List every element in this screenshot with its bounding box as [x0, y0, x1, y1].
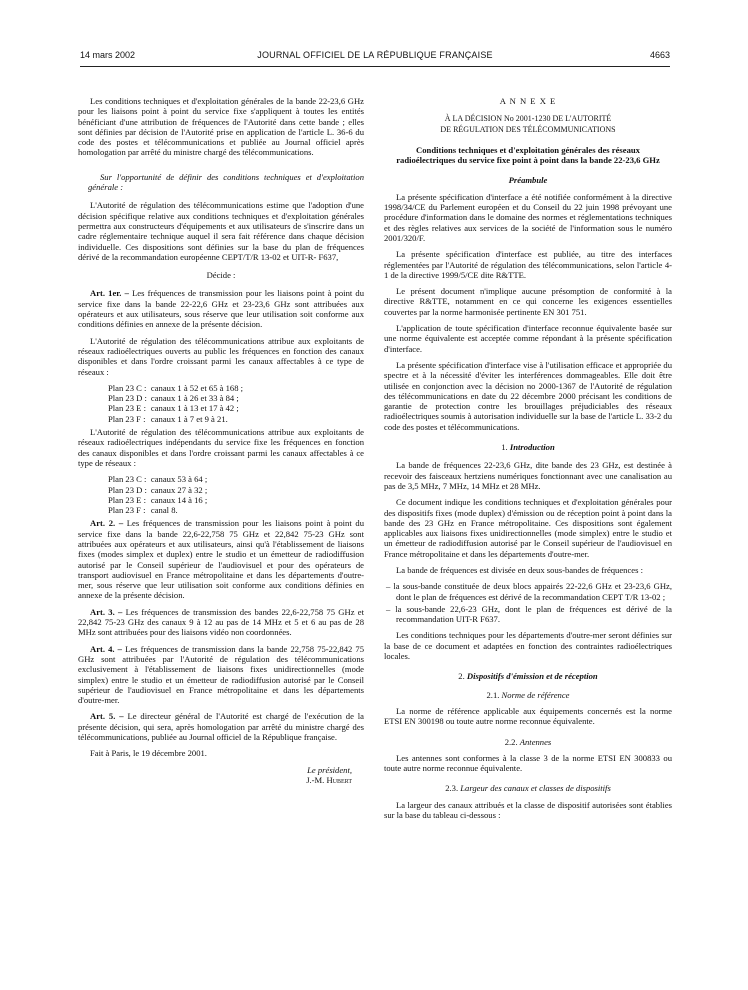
- section-2-2-title: Antennes: [519, 736, 552, 747]
- section-2-1-heading: [384, 690, 672, 700]
- signing-place-date: Fait à Paris, le 19 décembre 2001.: [90, 748, 207, 759]
- section-1-heading: [384, 442, 672, 452]
- article-3-label: Art. 3. –: [90, 606, 123, 617]
- plan-name: Plan 23 E :: [108, 494, 146, 505]
- plan-name: Plan 23 C :: [108, 382, 147, 393]
- signatory-name: J.-M. Hubert: [306, 774, 352, 785]
- article-5-label: Art. 5. –: [90, 711, 124, 722]
- article-4-text: Les fréquences de transmission dans la bande 22,758 75-22,842 75 GHz sont attribuées par l'Autorité de régulation des télécommunications exclusivement à l'établissement de liaisons fixes unidirectionnelles (mode simplex) entre le studio et un émetteur de radiodiffusion autorisé par le Conseil supérieur de l'audiovisuel en France métropolitaine et dans les départements d'outre-mer.: [78, 643, 364, 706]
- section-2-1-number: 2.1.: [486, 689, 500, 700]
- article-4-label: Art. 4. –: [90, 643, 122, 654]
- plan-name: Plan 23 D :: [108, 484, 147, 495]
- article-4: [78, 644, 364, 706]
- article-5: [78, 711, 364, 742]
- preambule-heading: Préambule: [508, 175, 548, 186]
- plan-name: Plan 23 F :: [108, 413, 146, 424]
- article-1-paragraph-3: L'Autorité de régulation des télécommunications attribue aux exploitants de réseaux radioélectriques indépendants du service fixe les fréquences en fonction des canaux disponibles et dans l'ordre croissant parmi les canaux affectables à ce type de réseaux :: [78, 427, 364, 468]
- subband-list: [384, 581, 672, 624]
- article-3-text: Les fréquences de transmission des bandes 22,6-22,758 75 GHz et 22,842 75-23 GHz des canaux 9 à 12 au pas de 14 MHz et 5 et 6 au pas de 28 MHz sont attribuées pour des liaisons vidéo non coordonnées.: [78, 606, 364, 638]
- preambule-paragraph-2: La présente spécification d'interface est publiée, au titre des interfaces réglementées par l'Autorité de régulation des télécommunications, selon l'article 4-1 de la directive 1999/5/CE dite R&TTE.: [384, 249, 672, 280]
- plan-row: [108, 393, 247, 403]
- decision-ref-line-2: DE RÉGULATION DES TÉLÉCOMMUNICATIONS: [440, 124, 616, 134]
- plan-channels: canaux 1 à 7 et 9 à 21.: [150, 413, 228, 424]
- section-2-3-heading: [384, 783, 672, 793]
- article-2-text: Les fréquences de transmission pour les liaisons point à point du service fixe dans la bande 22,6-22,758 75 GHz et 22,842 75-23 GHz sont attribuées aux opérateurs et aux utilisateurs, ainsi qu'à l'établissement de liaisons fixes (modes simplex et duplex) entre le studio et un émetteur de radiodiffusion autorisé par le Conseil supérieur de l'audiovisuel et pour des opérateurs de transport audiovisuel en France métropolitaine et dans les départements d'outre-mer, sous réserve que leur utilisation soit conforme aux conditions définies en annexe de la présente décision.: [78, 518, 364, 601]
- annexe-heading: A N N E X E: [499, 96, 557, 106]
- article-2-label: Art. 2. –: [90, 518, 124, 529]
- article-1: [78, 288, 364, 329]
- journal-title: JOURNAL OFFICIEL DE LA RÉPUBLIQUE FRANÇAISE: [257, 50, 493, 60]
- section-2-3-number: 2.3.: [445, 783, 459, 794]
- plan-channels: canal 8.: [150, 505, 178, 516]
- section-1-title: Introduction: [509, 442, 555, 453]
- page-number: 4663: [649, 50, 670, 60]
- plan-name: Plan 23 C :: [108, 474, 147, 485]
- section-2-1-text: La norme de référence applicable aux équipements concernés est la norme ETSI EN 300198 ou toute autre norme reconnue équivalente.: [384, 705, 672, 727]
- intro-paragraph: Les conditions techniques et d'exploitation générales de la bande 22-23,6 GHz pour les liaisons point à point du service fixe s'appliquent à toutes les entités bénéficiant d'une attribution de fréquences de l'Autorité dans cette bande ; elles sont définies par décision de l'Autorité prise en application de l'article L. 36-6 du code des postes et télécommunications et publiée au Journal officiel après homologation par arrêté du ministre chargé des télécommunications.: [78, 96, 364, 158]
- plan-row: [108, 495, 211, 505]
- section-1-number: 1.: [501, 442, 508, 453]
- plan-channels: canaux 14 à 16 ;: [150, 494, 208, 505]
- header-rule: [80, 66, 670, 67]
- plan-row: [108, 414, 247, 424]
- plan-table-public: [78, 383, 247, 424]
- section-2-title: Dispositifs d'émission et de réception: [466, 671, 598, 682]
- list-item: – la sous-bande 22,6-23 GHz, dont le plan de fréquences est dérivé de la recommandation UIT-R F637.: [386, 603, 672, 625]
- opportunite-heading: Sur l'opportunité de définir des conditions techniques et d'exploitation générale :: [88, 171, 364, 193]
- article-1-text: Les fréquences de transmission pour les liaisons point à point du service fixe dans la bande 22-22,6 GHz et 23-23,6 GHz sont attribuées aux opérateurs et aux utilisateurs, sous réserve que leur utilisation soit conforme aux conditions définies en annexe de la présente décision.: [78, 288, 364, 330]
- introduction-paragraph-1: La bande de fréquences 22-23,6 GHz, dite bande des 23 GHz, est destinée à recevoir des faisceaux hertziens numériques fonctionnant avec une canalisation au pas de 3,5 MHz, 7 MHz, 14 MHz et 28 MHz.: [384, 460, 672, 491]
- plan-row: [108, 505, 211, 515]
- issue-date: 14 mars 2002: [80, 50, 136, 60]
- introduction-paragraph-2: Ce document indique les conditions techniques et d'exploitation générales pour des dispositifs fixes (mode duplex) d'émission ou de réception point à point dans la bande des 23 GHz en France métropolitaine. Ces dispositions sont également applicables aux liaisons fixes unidirectionnelles (mode simplex) entre le studio et un émetteur de radiodiffusion autorisé par le Conseil supérieur de l'audiovisuel en France métropolitaine et dans les départements d'outre-mer.: [384, 497, 672, 559]
- plan-table-independent: [78, 474, 211, 515]
- preambule-paragraph-1: La présente spécification d'interface a été notifiée conformément à la directive 1998/34/CE du Parlement européen et du Conseil du 22 juin 1998 prévoyant une procédure d'information dans le domaine des normes et réglementations techniques et des règles relatives aux services de la société de l'information sous le numéro 2001/320/F.: [384, 191, 672, 243]
- left-column: [78, 96, 364, 785]
- section-2-number: 2.: [458, 671, 465, 682]
- signatory-title: Le président,: [307, 764, 352, 775]
- plan-row: [108, 474, 211, 484]
- decide-heading: Décide :: [206, 270, 236, 281]
- plan-channels: canaux 1 à 52 et 65 à 168 ;: [150, 382, 244, 393]
- article-2: [78, 518, 364, 600]
- right-column: [384, 96, 672, 826]
- plan-row: [108, 403, 247, 413]
- section-2-3-text: La largeur des canaux attribués et la classe de dispositif autorisées sont établies sur la base du tableau ci-dessous :: [384, 799, 672, 821]
- article-5-text: Le directeur général de l'Autorité est chargé de l'exécution de la présente décision, qui sera, après homologation par arrêté du ministre chargé des télécommunications, publiée au Journal officiel de la République française.: [78, 711, 364, 743]
- decision-ref-line-1: À LA DÉCISION No 2001-1230 DE L'AUTORITÉ: [444, 114, 612, 124]
- plan-channels: canaux 1 à 13 et 17 à 42 ;: [150, 403, 239, 414]
- running-header: [80, 50, 670, 64]
- plan-channels: canaux 53 à 64 ;: [150, 474, 208, 485]
- plan-name: Plan 23 E :: [108, 403, 146, 414]
- plan-name: Plan 23 D :: [108, 393, 147, 404]
- article-1-paragraph-2: L'Autorité de régulation des télécommunications attribue aux exploitants de réseaux radioélectriques ouverts au public les fréquences en fonction des canaux disponibles et dans l'ordre croissant parmi les canaux affectables à ce type de réseaux :: [78, 335, 364, 377]
- plan-row: [108, 485, 211, 495]
- section-2-heading: [384, 671, 672, 681]
- section-2-1-title: Norme de référence: [501, 689, 570, 700]
- plan-name: Plan 23 F :: [108, 505, 146, 516]
- plan-channels: canaux 1 à 26 et 33 à 84 ;: [150, 393, 239, 404]
- preambule-paragraph-4: L'application de toute spécification d'interface reconnue équivalente basée sur une norme équivalente est acceptée comme répondant à la présente spécification d'interface.: [384, 323, 672, 354]
- article-1-label: Art. 1er. –: [90, 288, 129, 299]
- section-2-2-number: 2.2.: [504, 736, 518, 747]
- introduction-paragraph-3: La bande de fréquences est divisée en deux sous-bandes de fréquences :: [396, 564, 643, 575]
- autorite-paragraph: L'Autorité de régulation des télécommunications estime que l'adoption d'une décision spécifique relative aux conditions techniques et d'exploitation générales permettra aux constructeurs d'équipements et aux utilisateurs de s'inscrire dans un cadre réglementaire technique auquel il sera fait référence dans chaque décision individuelle. Ces dispositions sont définies sur la base du plan de fréquences dérivé de la recommandation européenne CEPT/T/R 13-02 et UIT-R- F637,: [78, 200, 364, 262]
- plan-channels: canaux 27 à 32 ;: [150, 484, 208, 495]
- section-2-2-heading: [384, 737, 672, 747]
- section-2-2-text: Les antennes sont conformes à la classe 3 de la norme ETSI EN 300833 ou toute autre norme reconnue équivalente.: [384, 752, 672, 774]
- introduction-paragraph-4: Les conditions techniques pour les départements d'outre-mer seront définies sur la base de ce document et adaptées en fonction des contraintes radioélectriques locales.: [384, 630, 672, 662]
- preambule-paragraph-5: La présente spécification d'interface vise à l'utilisation efficace et appropriée du spectre et à la nécessité d'éviter les interférences dommageables. Elle doit être utilisée en conjonction avec la décision no 2000-1367 de l'Autorité de régulation des télécommunications en date du 22 décembre 2000 précisant les conditions de garantie de protection contre les brouillages préjudiciables des réseaux radioélectriques soumis à autorisation individuelle sur la base de l'article L. 33-2 du code des postes et télécommunications.: [384, 359, 672, 432]
- annexe-title: Conditions techniques et d'exploitation générales des réseaux radioélectriques du service fixe point à point dans la bande 22-23,6 GHz: [396, 144, 660, 166]
- plan-row: [108, 383, 247, 393]
- list-item: – la sous-bande constituée de deux blocs appairés 22-22,6 GHz et 23-23,6 GHz, dont le plan de fréquences est dérivé de la recommandation CEPT T/R 13-02 ;: [386, 581, 672, 602]
- preambule-paragraph-3: Le présent document n'implique aucune présomption de conformité à la directive R&TTE, notamment en ce qui concerne les exigences essentielles couvertes par la norme harmonisée pertinente EN 301 751.: [384, 286, 672, 317]
- section-2-3-title: Largeur des canaux et classes de dispositifs: [460, 783, 611, 794]
- article-3: [78, 607, 364, 638]
